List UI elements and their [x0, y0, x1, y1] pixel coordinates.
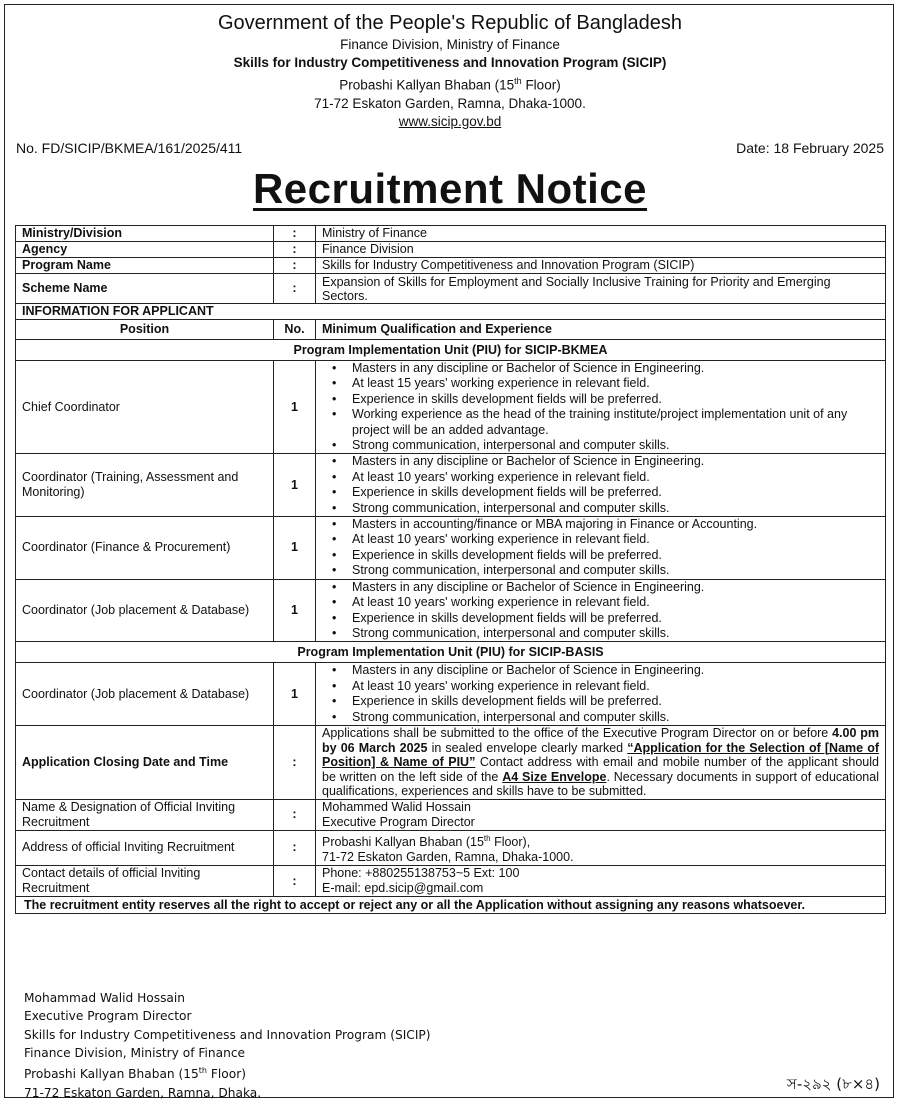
official-address-cell — [316, 830, 886, 865]
reference-number: No. FD/SICIP/BKMEA/161/2025/411 — [16, 140, 243, 156]
list-item: • Experience in skills development fields will be preferred. — [322, 392, 879, 407]
qualification-cell — [316, 579, 886, 642]
official-address-line2: 71-72 Eskaton Garden, Ramna, Dhaka-1000. — [322, 850, 574, 865]
colon: : — [274, 258, 316, 274]
position-row — [16, 663, 886, 726]
signature-block — [24, 989, 431, 1102]
section-title: INFORMATION FOR APPLICANT — [16, 304, 886, 320]
official-name-row — [16, 799, 886, 830]
position-count: 1 — [274, 361, 316, 454]
agency-value: Finance Division — [316, 242, 886, 258]
list-item: • At least 10 years' working experience in relevant field. — [322, 595, 879, 610]
list-item: • At least 10 years' working experience in relevant field. — [322, 679, 879, 694]
position-row — [16, 517, 886, 580]
official-email[interactable]: E-mail: epd.sicip@gmail.com — [322, 881, 484, 896]
signatory-address: 71-72 Eskaton Garden, Ramna, Dhaka. — [24, 1085, 262, 1100]
position-title: Chief Coordinator — [16, 361, 274, 454]
official-name-label: Name & Designation of Official Inviting Recruitment — [16, 799, 274, 830]
official-contact-label: Contact details of official Inviting Recruitment — [16, 866, 274, 897]
qualification-cell — [316, 663, 886, 726]
qualification-list — [322, 517, 879, 579]
position-row — [16, 361, 886, 454]
col-no-header: No. — [274, 320, 316, 340]
program-label: Program Name — [16, 258, 274, 274]
list-item: • Experience in skills development fields will be preferred. — [322, 548, 879, 563]
position-title: Coordinator (Job placement & Database) — [16, 579, 274, 642]
list-item: • Strong communication, interpersonal and computer skills. — [322, 626, 879, 641]
government-name: Government of the People's Republic of Bangladesh — [217, 12, 683, 34]
building-line: Probashi Kallyan Bhaban (15th Floor) — [339, 76, 561, 93]
official-designation: Executive Program Director — [322, 814, 475, 829]
colon: : — [274, 830, 316, 865]
col-position-header: Position — [16, 320, 274, 340]
division-line: Finance Division, Ministry of Finance — [340, 37, 560, 52]
list-item: • Strong communication, interpersonal and computer skills. — [322, 710, 879, 725]
unit-header-bkmea — [16, 340, 886, 361]
position-count: 1 — [274, 517, 316, 580]
position-row — [16, 454, 886, 517]
colon: : — [274, 226, 316, 242]
column-header-row — [16, 320, 886, 340]
list-item: • Strong communication, interpersonal and computer skills. — [322, 501, 879, 516]
list-item: • Masters in accounting/finance or MBA majoring in Finance or Accounting. — [322, 517, 879, 532]
ministry-label: Ministry/Division — [16, 226, 274, 242]
list-item: • Masters in any discipline or Bachelor of Science in Engineering. — [322, 663, 879, 678]
official-contact-row — [16, 866, 886, 897]
ministry-value: Ministry of Finance — [316, 226, 886, 242]
position-title: Coordinator (Finance & Procurement) — [16, 517, 274, 580]
list-item: • Strong communication, interpersonal and computer skills. — [322, 563, 879, 578]
disclaimer: The recruitment entity reserves all the right to accept or reject any or all the Application without assigning any reasons whatsoever. — [16, 897, 886, 914]
qualification-cell — [316, 454, 886, 517]
signatory-name: Mohammad Walid Hossain — [24, 991, 186, 1005]
list-item: • At least 10 years' working experience in relevant field. — [322, 532, 879, 547]
agency-label: Agency — [16, 242, 274, 258]
deadline: 4.00 pm by 06 March 2025 — [322, 725, 879, 755]
recruitment-table — [15, 225, 886, 914]
list-item: • At least 15 years' working experience in relevant field. — [322, 376, 879, 391]
qualification-cell — [316, 517, 886, 580]
program-row — [16, 258, 886, 274]
unit-header-basis — [16, 642, 886, 663]
scheme-label: Scheme Name — [16, 274, 274, 304]
scheme-row — [16, 274, 886, 304]
address-line: 71-72 Eskaton Garden, Ramna, Dhaka-1000. — [314, 95, 586, 111]
position-count: 1 — [274, 454, 316, 517]
publication-code: স-২৯২ (৮×৪) — [786, 1075, 880, 1093]
official-phone: Phone: +880255138753~5 Ext: 100 — [322, 866, 520, 881]
letterhead — [0, 10, 900, 131]
page-title: Recruitment Notice — [252, 165, 648, 212]
list-item: • Masters in any discipline or Bachelor of Science in Engineering. — [322, 361, 879, 376]
signatory-division: Finance Division, Ministry of Finance — [24, 1045, 246, 1060]
qualification-list — [322, 361, 879, 453]
position-title: Coordinator (Training, Assessment and Monitoring) — [16, 454, 274, 517]
col-qualification-header: Minimum Qualification and Experience — [316, 320, 886, 340]
colon: : — [274, 799, 316, 830]
list-item: • Strong communication, interpersonal and computer skills. — [322, 438, 879, 453]
position-title: Coordinator (Job placement & Database) — [16, 663, 274, 726]
colon: : — [274, 242, 316, 258]
scheme-value: Expansion of Skills for Employment and Socially Inclusive Training for Priority and Emerging Sectors. — [316, 274, 886, 304]
signatory-designation: Executive Program Director — [24, 1009, 192, 1024]
list-item: • Masters in any discipline or Bachelor of Science in Engineering. — [322, 454, 879, 469]
colon: : — [274, 725, 316, 799]
unit-title: Program Implementation Unit (PIU) for SICIP-BKMEA — [16, 340, 886, 361]
section-title-row — [16, 304, 886, 320]
application-text: Applications shall be submitted to the office of the Executive Program Director on or before 4.00 pm by 06 March 2025 in sealed envelope clearly marked “Application for the Selection of [Name of Position] & Name of PIU” Contact address with email and mobile number of the applicant should be written on the left side of the A4 Size Envelope. Necessary documents in support of educational qualifications, experiences and skills have to be submitted. — [316, 725, 886, 799]
disclaimer-row — [16, 897, 886, 914]
website-link[interactable]: www.sicip.gov.bd — [398, 113, 502, 129]
envelope-size: A4 Size Envelope — [502, 769, 607, 784]
qualification-list — [322, 663, 879, 725]
position-count: 1 — [274, 663, 316, 726]
official-address-line1: Probashi Kallyan Bhaban (15th Floor), — [322, 833, 531, 850]
list-item: • Experience in skills development fields will be preferred. — [322, 611, 879, 626]
list-item: • Experience in skills development fields will be preferred. — [322, 485, 879, 500]
application-label: Application Closing Date and Time — [16, 725, 274, 799]
position-row — [16, 579, 886, 642]
program-line: Skills for Industry Competitiveness and Innovation Program (SICIP) — [233, 55, 667, 70]
list-item: • Experience in skills development fields will be preferred. — [322, 694, 879, 709]
notice-date: Date: 18 February 2025 — [736, 140, 884, 156]
official-address-label: Address of official Inviting Recruitment — [16, 830, 274, 865]
position-count: 1 — [274, 579, 316, 642]
official-name-cell — [316, 799, 886, 830]
qualification-list — [322, 454, 879, 516]
ministry-row — [16, 226, 886, 242]
program-value: Skills for Industry Competitiveness and Innovation Program (SICIP) — [316, 258, 886, 274]
official-contact-cell — [316, 866, 886, 897]
colon: : — [274, 866, 316, 897]
list-item: • At least 10 years' working experience in relevant field. — [322, 470, 879, 485]
list-item: • Working experience as the head of the training institute/project implementation unit of any project will be an added advantage. — [322, 407, 879, 438]
list-item: • Masters in any discipline or Bachelor of Science in Engineering. — [322, 580, 879, 595]
signatory-program: Skills for Industry Competitiveness and Innovation Program (SICIP) — [24, 1027, 431, 1042]
application-row — [16, 725, 886, 799]
qualification-list — [322, 580, 879, 642]
envelope-mark: “Application for the Selection of [Name of Position] & Name of PIU” — [322, 740, 879, 770]
agency-row — [16, 242, 886, 258]
colon: : — [274, 274, 316, 304]
official-name: Mohammed Walid Hossain — [322, 799, 471, 814]
qualification-cell — [316, 361, 886, 454]
official-address-row — [16, 830, 886, 865]
unit-title: Program Implementation Unit (PIU) for SICIP-BASIS — [16, 642, 886, 663]
signatory-building: Probashi Kallyan Bhaban (15th Floor) — [24, 1066, 246, 1082]
